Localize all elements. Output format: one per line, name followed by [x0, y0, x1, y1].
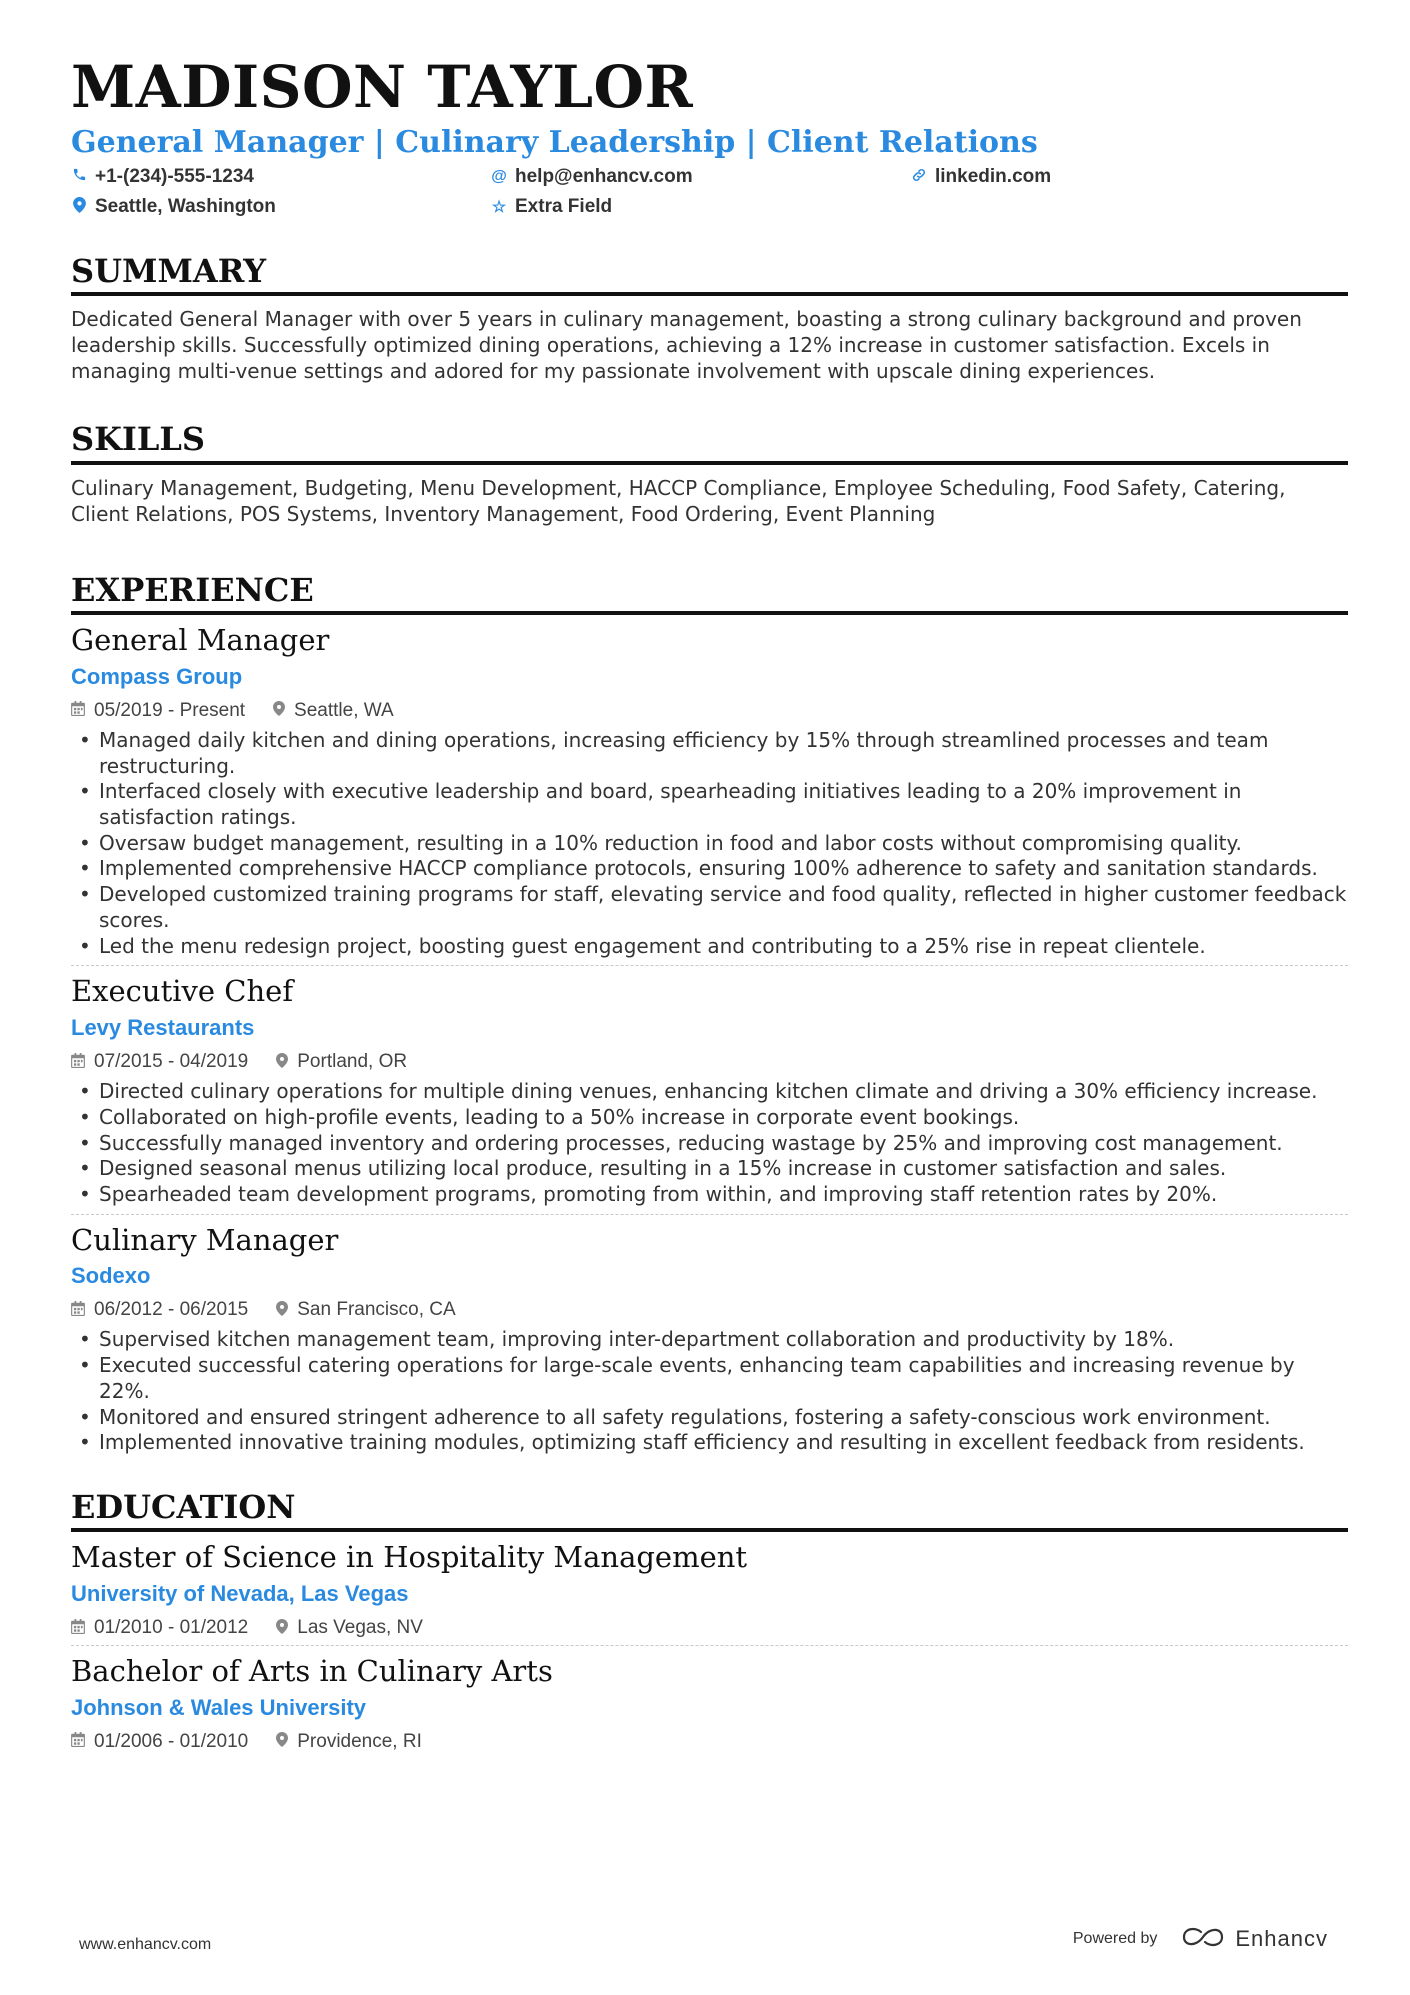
location-pin-icon: [276, 1301, 288, 1320]
bullet-item: • Interfaced closely with executive leadership and board, spearheading initiatives leading to a 20% improvement in satisfaction ratings.: [71, 779, 1348, 830]
location-pin-icon: [276, 1732, 288, 1751]
skills-text: Culinary Management, Budgeting, Menu Development, HACCP Compliance, Employee Scheduling, Food Safety, Catering, Client Relations, POS Systems, Inventory Management, Food Ordering, Event Planning: [71, 475, 1286, 526]
location-pin-icon: [276, 1053, 288, 1072]
location-text: Portland, OR: [297, 1051, 408, 1073]
footer-website[interactable]: www.enhancv.com: [79, 1936, 212, 1953]
location-text: Las Vegas, NV: [297, 1617, 423, 1639]
summary-heading: SUMMARY: [71, 252, 1348, 296]
job-meta: [71, 700, 1348, 722]
job-location: [273, 700, 394, 722]
location-text: San Francisco, CA: [297, 1299, 456, 1321]
at-icon: @: [491, 168, 507, 185]
education-meta: [71, 1731, 1348, 1753]
company-name: Sodexo: [71, 1263, 151, 1289]
bullet-item: • Developed customized training programs for staff, elevating service and food quality, reflected in higher customer feedback scores.: [71, 882, 1348, 933]
location-pin-icon: [273, 701, 285, 720]
brand-name: Enhancv: [1235, 1926, 1328, 1951]
dates-text: 05/2019 - Present: [94, 699, 246, 721]
job-bullets: [71, 728, 1348, 959]
job-dates: [71, 1051, 248, 1073]
headline: General Manager | Culinary Leadership | Client Relations: [71, 125, 1038, 160]
dates-text: 07/2015 - 04/2019: [94, 1051, 249, 1073]
dates-text: 06/2012 - 06/2015: [94, 1299, 249, 1321]
education-location: [276, 1617, 423, 1639]
calendar-icon: [71, 1053, 85, 1072]
skills-section: [71, 420, 1348, 526]
bullet-item: • Supervised kitchen management team, improving inter-department collaboration and productivity by 18%.: [71, 1327, 1348, 1353]
job-dates: [71, 1299, 248, 1321]
school-name: Johnson & Wales University: [71, 1694, 367, 1720]
location-text: Providence, RI: [297, 1730, 422, 1752]
location-pin-icon: [276, 1619, 288, 1638]
email-text: help@enhancv.com: [515, 166, 693, 187]
bullet-item: • Managed daily kitchen and dining operations, increasing efficiency by 15% through streamlined processes and team restructuring.: [71, 728, 1348, 779]
contact-extra: [491, 196, 911, 218]
experience-heading: EXPERIENCE: [71, 571, 1348, 615]
extra-field-text: Extra Field: [515, 196, 613, 217]
location-text: Seattle, WA: [294, 699, 394, 721]
summary-section: [71, 252, 1348, 384]
bullet-item: • Oversaw budget management, resulting in a 10% reduction in food and labor costs without compromising quality.: [71, 831, 1348, 857]
entry-divider: [71, 1645, 1348, 1646]
contact-phone[interactable]: [71, 166, 491, 188]
skills-heading: SKILLS: [71, 420, 1348, 464]
bullet-item: • Spearheaded team development programs, promoting from within, and improving staff retention rates by 20%.: [71, 1182, 1348, 1208]
job-title: Executive Chef: [71, 974, 294, 1009]
summary-text: Dedicated General Manager with over 5 years in culinary management, boasting a strong culinary background and proven leadership skills. Successfully optimized dining operations, achieving a 12% increase in customer satisfaction. Excels in managing multi-venue settings and adored for my passionate involvement with upscale dining experiences.: [71, 307, 1302, 384]
experience-entry: [71, 1223, 1348, 1456]
bullet-item: • Collaborated on high-profile events, leading to a 50% increase in corporate event bookings.: [71, 1105, 1348, 1131]
bullet-item: • Designed seasonal menus utilizing local produce, resulting in a 15% increase in customer satisfaction and sales.: [71, 1156, 1348, 1182]
brand-link[interactable]: [1181, 1926, 1328, 1952]
location-pin-icon: [71, 197, 87, 218]
education-entry: [71, 1540, 1348, 1646]
job-bullets: [71, 1079, 1348, 1208]
calendar-icon: [71, 701, 85, 720]
linkedin-text: linkedin.com: [935, 166, 1052, 187]
resume-page: [71, 53, 1348, 1753]
bullet-item: • Successfully managed inventory and ordering processes, reducing wastage by 25% and improving cost management.: [71, 1131, 1348, 1157]
job-location: [276, 1299, 455, 1321]
entry-divider: [71, 965, 1348, 966]
company-name: Levy Restaurants: [71, 1015, 255, 1041]
job-meta: [71, 1299, 1348, 1321]
job-meta: [71, 1051, 1348, 1073]
bullet-item: • Monitored and ensured stringent adherence to all safety regulations, fostering a safety-conscious work environment.: [71, 1405, 1348, 1431]
job-dates: [71, 700, 245, 722]
company-name: Compass Group: [71, 663, 243, 689]
enhancv-logo-icon: [1181, 1926, 1225, 1952]
contact-linkedin[interactable]: [911, 166, 1331, 188]
star-icon: ☆: [491, 199, 507, 216]
calendar-icon: [71, 1732, 85, 1751]
entry-divider: [71, 1214, 1348, 1215]
education-section: [71, 1488, 1348, 1753]
experience-section: [71, 571, 1348, 1456]
degree-title: Bachelor of Arts in Culinary Arts: [71, 1654, 553, 1689]
calendar-icon: [71, 1301, 85, 1320]
job-title: Culinary Manager: [71, 1222, 339, 1257]
phone-icon: [71, 167, 87, 187]
education-dates: [71, 1617, 248, 1639]
bullet-item: • Led the menu redesign project, boosting guest engagement and contributing to a 25% rise in repeat clientele.: [71, 934, 1348, 960]
degree-title: Master of Science in Hospitality Management: [71, 1540, 748, 1575]
powered-by-text: Powered by: [1072, 1930, 1158, 1947]
education-dates: [71, 1731, 248, 1753]
experience-entry: [71, 623, 1348, 966]
job-bullets: [71, 1327, 1348, 1456]
link-icon: [911, 167, 927, 188]
dates-text: 01/2010 - 01/2012: [94, 1617, 249, 1639]
candidate-name: MADISON TAYLOR: [71, 53, 694, 121]
dates-text: 01/2006 - 01/2010: [94, 1730, 249, 1752]
footer-branding: [1073, 1926, 1328, 1952]
experience-entry: [71, 974, 1348, 1214]
calendar-icon: [71, 1619, 85, 1638]
education-entry: [71, 1654, 1348, 1753]
bullet-item: • Implemented comprehensive HACCP compliance protocols, ensuring 100% adherence to safety and sanitation standards.: [71, 856, 1348, 882]
education-heading: EDUCATION: [71, 1488, 1348, 1532]
contact-email[interactable]: [491, 166, 911, 188]
job-title: General Manager: [71, 623, 330, 658]
education-location: [276, 1731, 422, 1753]
bullet-item: • Executed successful catering operations for large-scale events, enhancing team capabilities and increasing revenue by 22%.: [71, 1353, 1348, 1404]
contact-location: [71, 196, 491, 218]
school-name: University of Nevada, Las Vegas: [71, 1581, 409, 1607]
phone-text: +1-(234)-555-1234: [95, 166, 254, 187]
bullet-item: • Implemented innovative training modules, optimizing staff efficiency and resulting in excellent feedback from residents.: [71, 1430, 1348, 1456]
location-text: Seattle, Washington: [95, 196, 276, 217]
bullet-item: • Directed culinary operations for multiple dining venues, enhancing kitchen climate and driving a 30% efficiency increase.: [71, 1079, 1348, 1105]
contact-info: [71, 166, 1348, 218]
education-meta: [71, 1617, 1348, 1639]
job-location: [276, 1051, 407, 1073]
